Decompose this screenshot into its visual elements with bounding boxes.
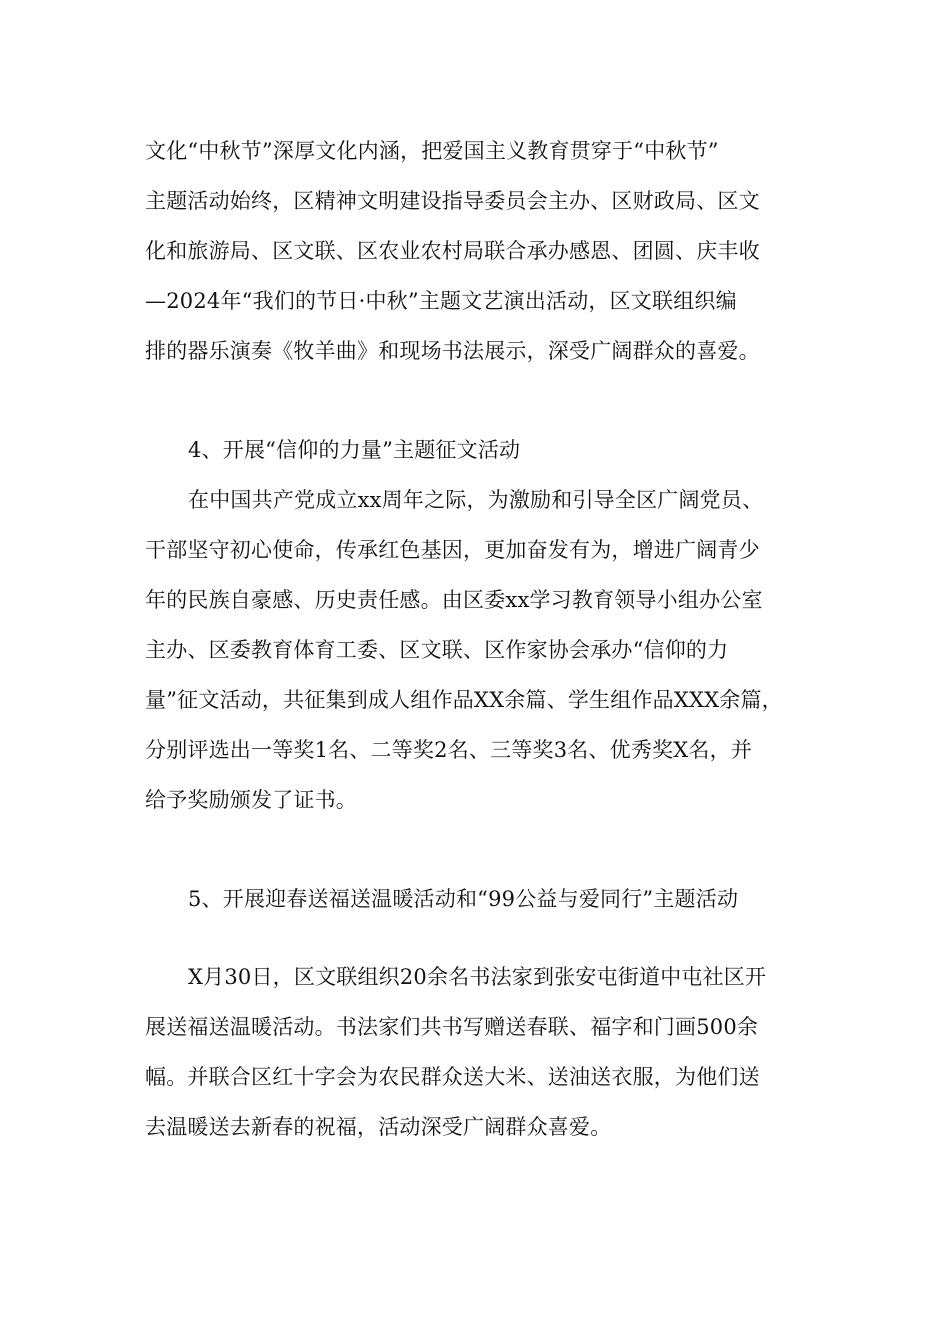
text-line: 给予奖励颁发了证书。 (145, 788, 357, 812)
text-line: 主题活动始终，区精神文明建设指导委员会主办、区财政局、区文 (145, 189, 760, 213)
text-line: 分别评选出一等奖1名、二等奖2名、三等奖3名、优秀奖X名，并 (145, 738, 753, 762)
section-heading-4: 4、开展“信仰的力量”主题征文活动 (188, 438, 521, 462)
text-line: 主办、区委教育体育工委、区文联、区作家协会承办“信仰的力 (145, 638, 729, 662)
text-line: 排的器乐演奏《牧羊曲》和现场书法展示，深受广阔群众的喜爱。 (145, 339, 760, 363)
text-line: —2024年“我们的节日·中秋”主题文艺演出活动，区文联组织编 (145, 289, 737, 313)
text-line: 去温暖送去新春的祝福，活动深受广阔群众喜爱。 (145, 1115, 612, 1139)
text-line: 化和旅游局、区文联、区农业农村局联合承办感恩、团圆、庆丰收 (145, 239, 760, 263)
section-heading-5: 5、开展迎春送福送温暖活动和“99公益与爱同行”主题活动 (188, 887, 739, 911)
text-line: 幅。并联合区红十字会为农民群众送大米、送油送衣服，为他们送 (145, 1065, 760, 1089)
text-line: 年的民族自豪感、历史责任感。由区委xx学习教育领导小组办公室 (145, 588, 763, 612)
text-line: 在中国共产党成立xx周年之际，为激励和引导全区广阔党员、 (188, 488, 764, 512)
text-line: 文化“中秋节”深厚文化内涵，把爱国主义教育贯穿于“中秋节” (145, 139, 719, 163)
text-line: 展送福送温暖活动。书法家们共书写赠送春联、福字和门画500余 (145, 1015, 759, 1039)
text-line: 量”征文活动，共征集到成人组作品XX余篇、学生组作品XXX余篇， (145, 688, 783, 712)
text-line: X月30日，区文联组织20余名书法家到张安屯街道中屯社区开 (188, 965, 767, 989)
text-line: 干部坚守初心使命，传承红色基因，更加奋发有为，增进广阔青少 (145, 538, 760, 562)
